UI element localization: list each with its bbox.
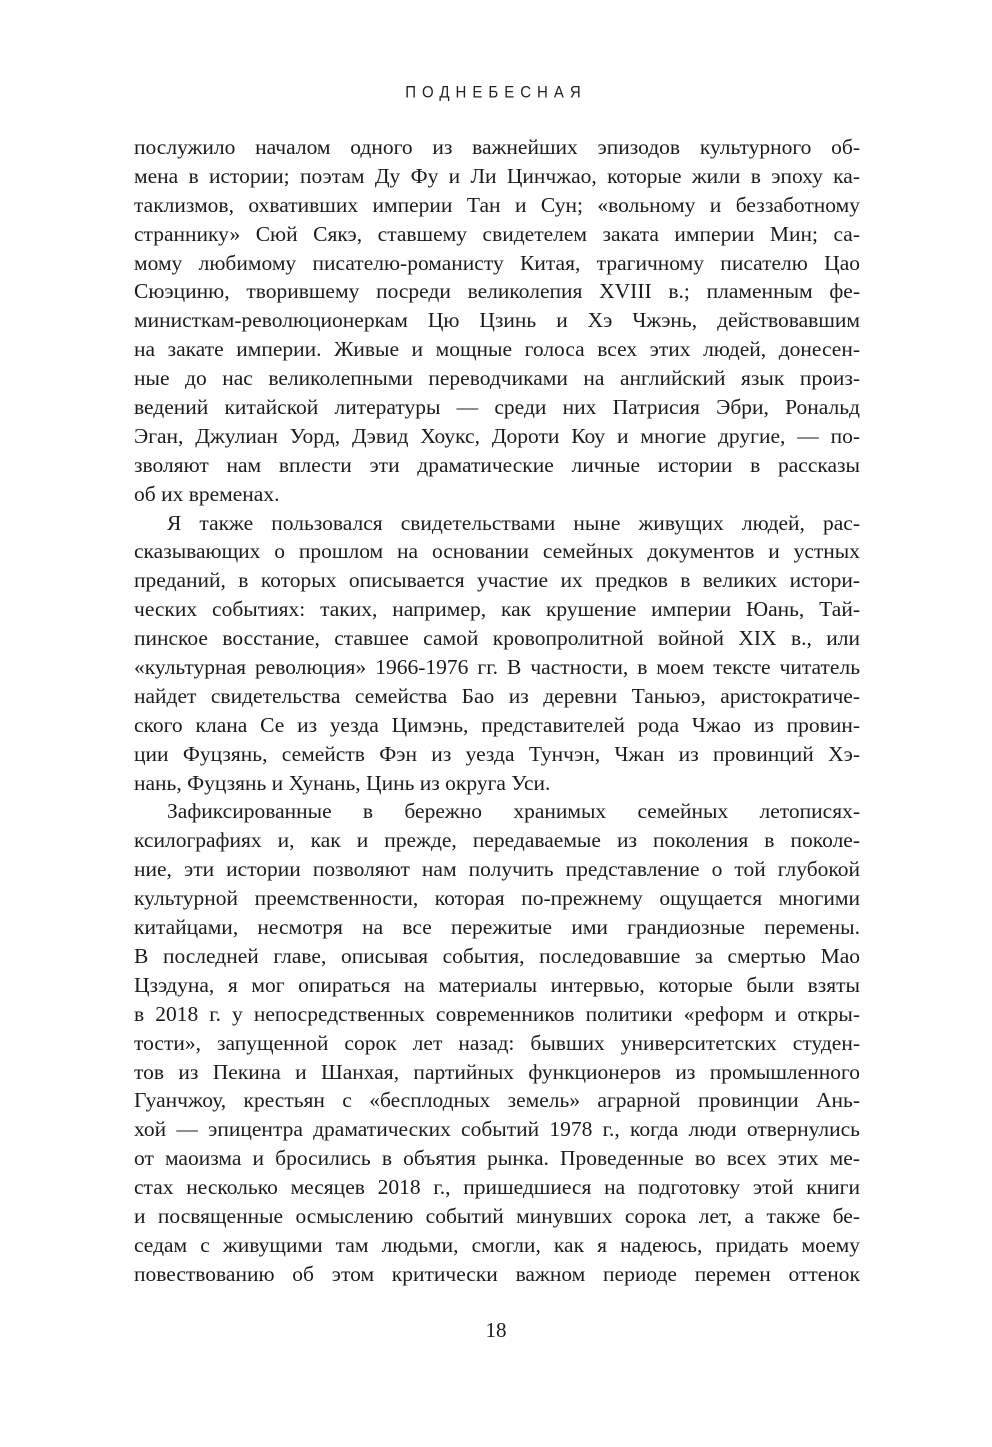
text-line: мена в истории; поэтам Ду Фу и Ли Цинчжао, которые жили в эпоху ка- <box>134 163 860 188</box>
page-number: 18 <box>485 1318 507 1342</box>
text-line: нань, Фуцзянь и Хунань, Цинь из округа Уси. <box>134 770 551 795</box>
text-line: китайцами, несмотря на все пережитые ими грандиозные перемены. <box>134 915 860 940</box>
text-line: Я также пользовался свидетельствами ныне живущих людей, рас- <box>167 510 860 535</box>
text-line: тов из Пекина и Шанхая, партийных функционеров из промышленного <box>134 1059 860 1084</box>
text-block <box>134 133 860 1289</box>
text-line: таклизмов, охвативших империи Тан и Сун; «вольному и беззаботному <box>134 192 860 217</box>
text-line: ведений китайской литературы — среди них Патрисия Эбри, Рональд <box>134 395 860 420</box>
text-line: ние, эти истории позволяют нам получить представление о той глубокой <box>134 857 860 882</box>
text-line: «культурная революция» 1966-1976 гг. В частности, в моем тексте читатель <box>134 655 860 680</box>
text-line: седам с живущими там людьми, смогли, как я надеюсь, придать моему <box>134 1232 860 1257</box>
text-line: найдет свидетельства семейства Бао из деревни Таньюэ, аристократиче- <box>134 683 860 708</box>
paragraph <box>134 797 860 1288</box>
text-line: от маоизма и бросились в объятия рынка. Проведенные во всех этих ме- <box>134 1146 860 1171</box>
text-line: ческих событиях: таких, например, как крушение империи Юань, Тай- <box>134 597 860 622</box>
text-line: ксилографиях и, как и прежде, передаваемые из поколения в поколе- <box>134 828 860 853</box>
text-line: на закате империи. Живые и мощные голоса всех этих людей, донесен- <box>134 337 860 362</box>
text-line: мому любимому писателю-романисту Китая, трагичному писателю Цао <box>134 250 860 275</box>
text-line: Зафиксированные в бережно хранимых семейных летописях- <box>167 799 860 824</box>
text-line: тости», запущенной сорок лет назад: бывших университетских студен- <box>134 1030 860 1055</box>
text-line: повествованию об этом критически важном периоде перемен оттенок <box>134 1261 860 1286</box>
text-line: сказывающих о прошлом на основании семейных документов и устных <box>134 539 860 564</box>
text-line: об их временах. <box>134 481 280 506</box>
text-line: в 2018 г. у непосредственных современников политики «реформ и откры- <box>134 1001 860 1026</box>
text-line: хой — эпицентра драматических событий 1978 г., когда люди отвернулись <box>134 1117 860 1142</box>
text-line: В последней главе, описывая события, последовавшие за смертью Мао <box>134 943 860 968</box>
text-line: министкам-революционеркам Цю Цзинь и Хэ Чжэнь, действовавшим <box>134 308 860 333</box>
text-line: Цзэдуна, я мог опираться на материалы интервью, которые были взяты <box>134 972 860 997</box>
text-line: стах несколько месяцев 2018 г., пришедшиеся на подготовку этой книги <box>134 1175 860 1200</box>
text-line: страннику» Сюй Сякэ, ставшему свидетелем заката империи Мин; са- <box>134 221 860 246</box>
text-line: культурной преемственности, которая по-прежнему ощущается многими <box>134 886 860 911</box>
paragraph <box>134 133 860 509</box>
text-line: ции Фуцзянь, семейств Фэн из уезда Тунчэн, Чжан из провинций Хэ- <box>134 741 860 766</box>
running-header: ПОДНЕБЕСНАЯ <box>405 82 587 103</box>
paragraph <box>134 509 860 798</box>
text-line: пинское восстание, ставшее самой кровопролитной войной XIX в., или <box>134 626 860 651</box>
text-line: зволяют нам вплести эти драматические личные истории в рассказы <box>134 452 860 477</box>
text-line: ные до нас великолепными переводчиками на английский язык произ- <box>134 366 860 391</box>
text-line: послужило началом одного из важнейших эпизодов культурного об- <box>134 135 860 159</box>
text-line: преданий, в которых описывается участие их предков в великих истори- <box>134 568 860 593</box>
text-line: ского клана Се из уезда Цимэнь, представителей рода Чжао из провин- <box>134 712 860 737</box>
text-line: Сюэциню, творившему посреди великолепия XVIII в.; пламенным фе- <box>134 279 860 304</box>
text-line: Эган, Джулиан Уорд, Дэвид Хоукс, Дороти Коу и многие другие, — по- <box>134 423 860 448</box>
text-line: Гуанчжоу, крестьян с «бесплодных земель» аграрной провинции Ань- <box>134 1088 860 1113</box>
text-line: и посвященные осмыслению событий минувших сорока лет, а также бе- <box>134 1203 860 1228</box>
